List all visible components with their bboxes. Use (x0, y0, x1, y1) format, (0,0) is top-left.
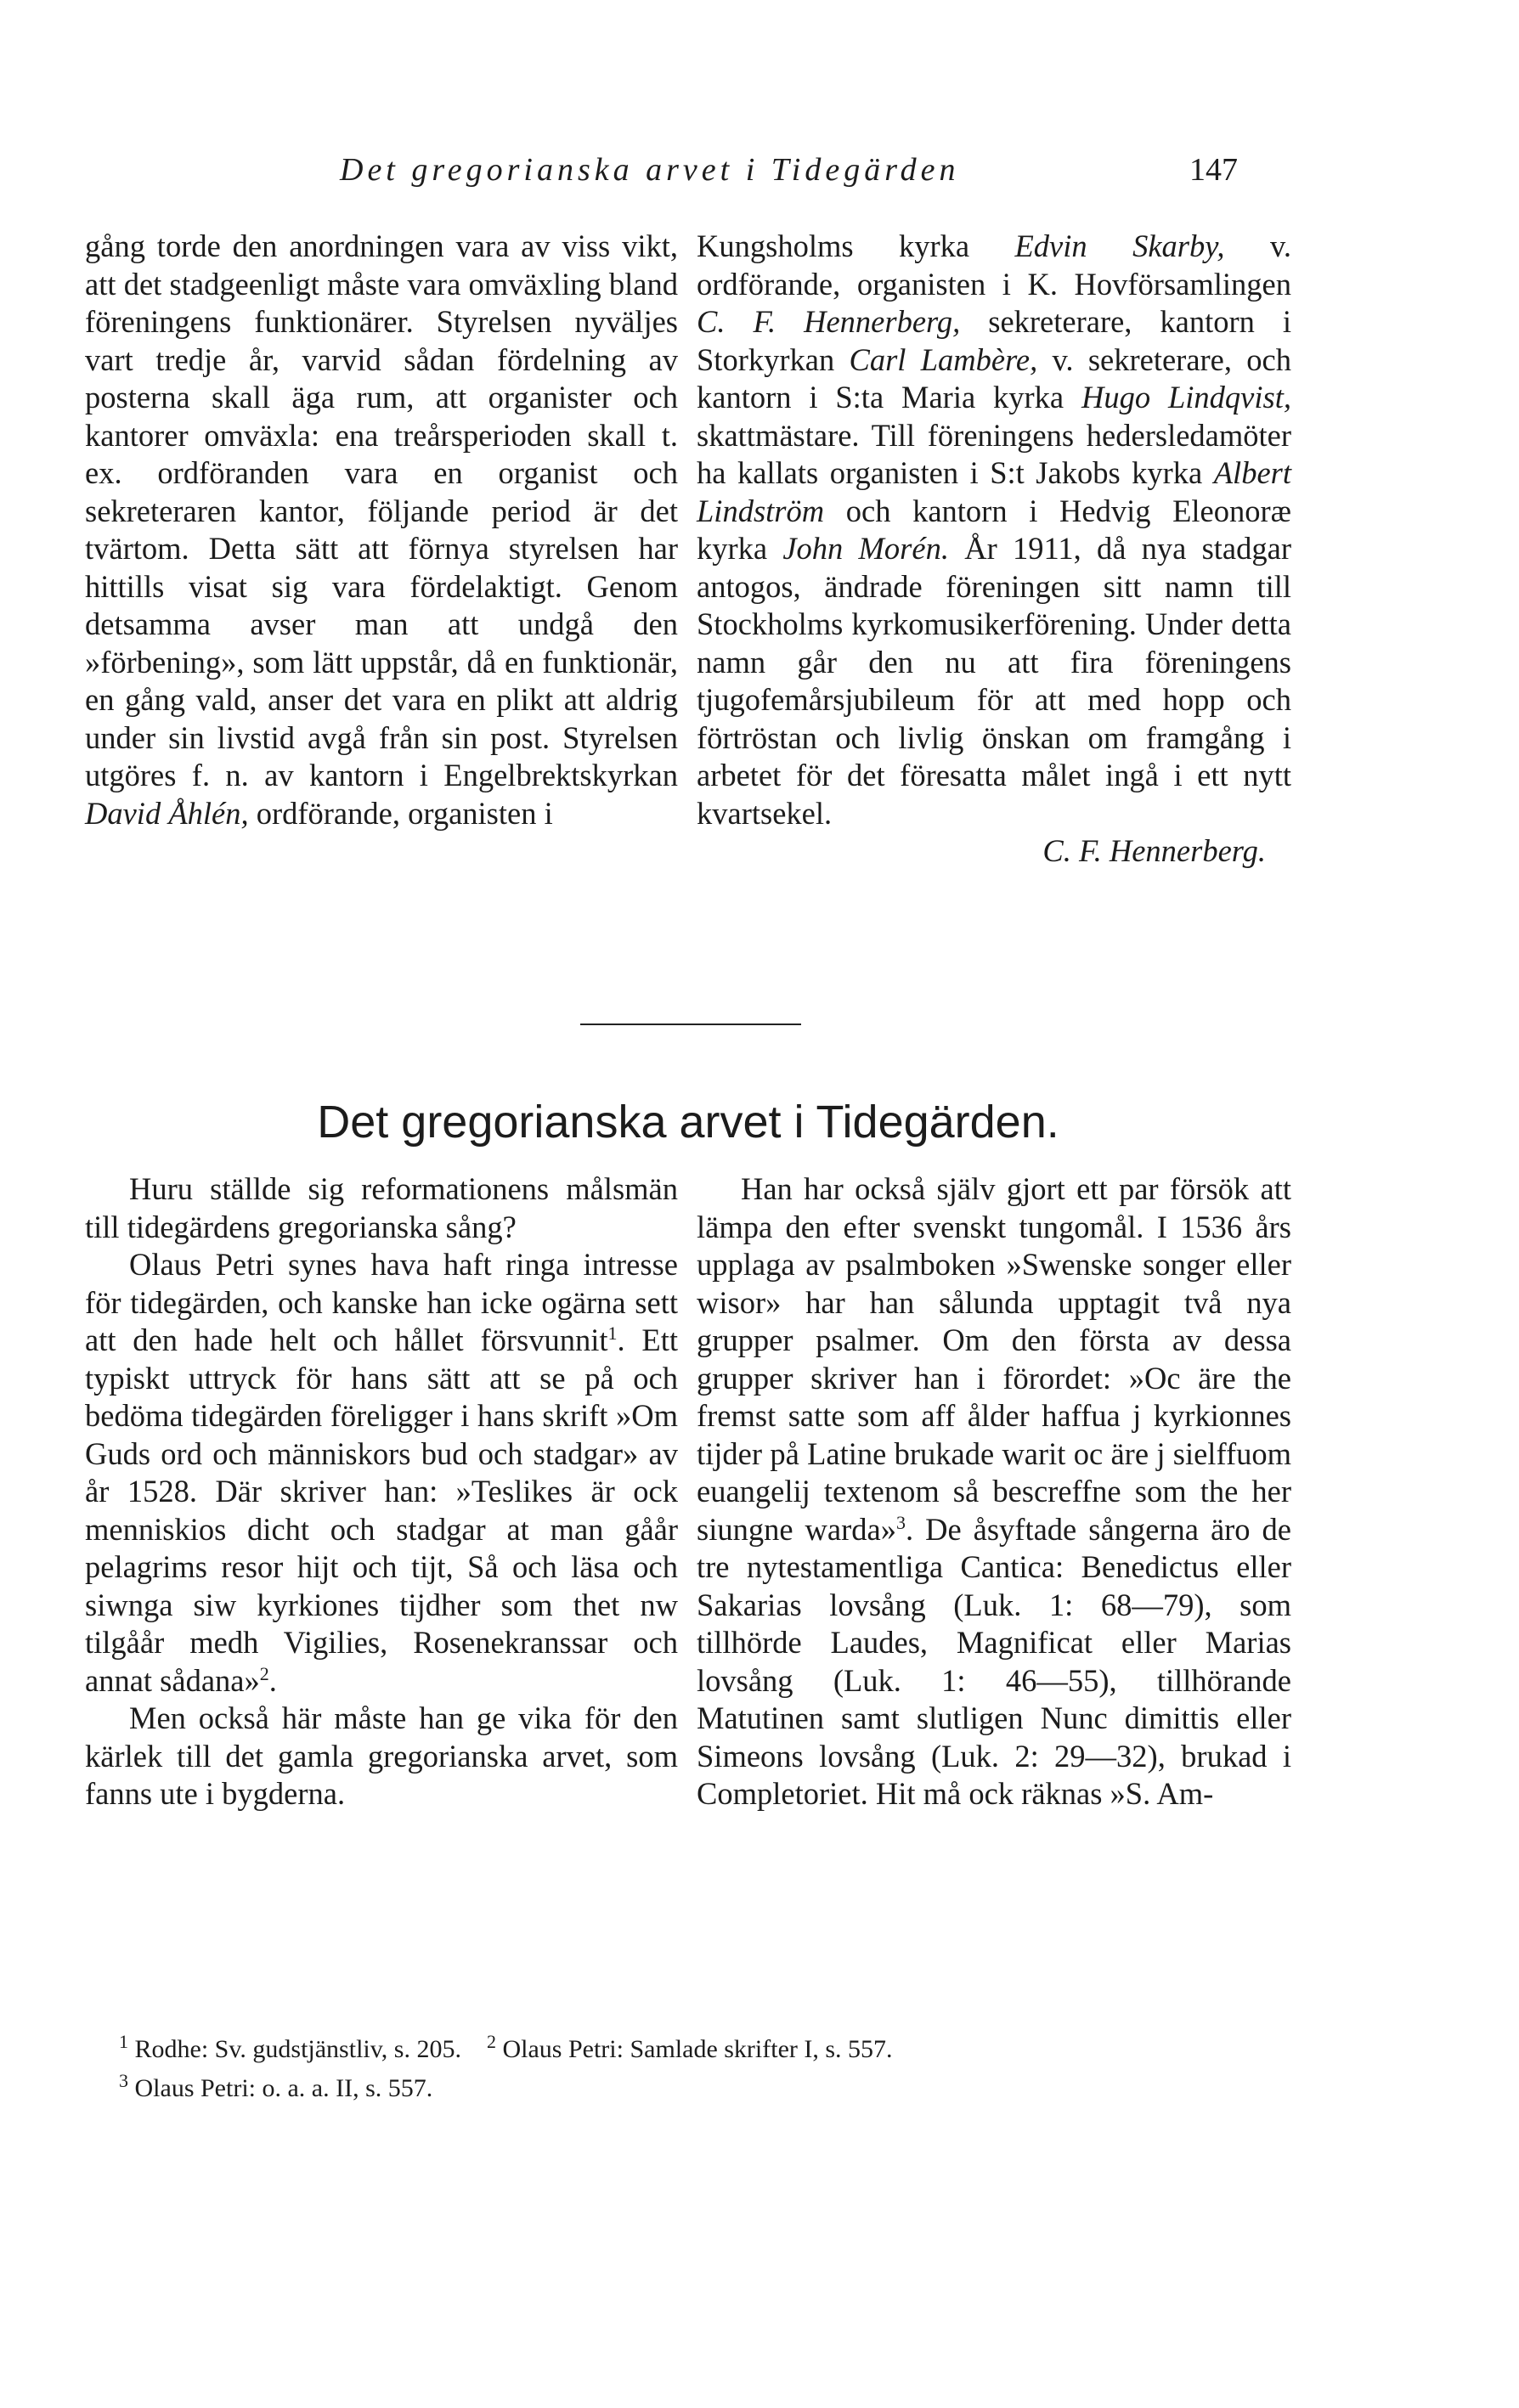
footnote-ref: 2 (259, 1662, 269, 1684)
text-run: och kantorn i Hedvig Eleonoræ kyrka (697, 493, 1291, 566)
footnotes (119, 2030, 1325, 2108)
text-run: År 1911, då nya stadgar antogos, ändrade föreningen sitt namn till Stockholms kyrkomusikerförening. Under detta namn går den nu att fira föreningens tjugofemårsjubileum för att med hopp och förtröstan och livlig önskan om framgång i arbetet för det föresatta målet ingå i ett nytt kvartsekel. (697, 531, 1291, 831)
continued-column-right (697, 228, 1291, 871)
person-name: David Åhlén, (85, 795, 249, 831)
footnote-line (119, 2069, 1325, 2108)
article-paragraph: Men också här måste han ge vika för den kärlek till det gamla gregorianska arvet, som fanns ute i bygderna. (85, 1700, 678, 1811)
running-header (0, 151, 1519, 202)
person-name: Albert Lindström (697, 455, 1291, 528)
continued-column-left (85, 228, 678, 832)
footnote-number: 1 (119, 2031, 128, 2052)
article-paragraph: Huru ställde sig reformationens målsmän till tidegärdens gregorianska sång? (85, 1171, 678, 1244)
footnote-number: 3 (119, 2070, 128, 2091)
footnote-text: Rodhe: Sv. gudstjänstliv, s. 205. (134, 2035, 461, 2063)
article-column-right (697, 1170, 1291, 1813)
article-paragraph (697, 1170, 1291, 1813)
footnote-text: Olaus Petri: o. a. a. II, s. 557. (134, 2074, 433, 2102)
article-paragraph (85, 1246, 678, 1700)
person-name: John Morén. (782, 531, 949, 566)
text-run: sekreterare, kantorn i Storkyrkan (697, 304, 1291, 377)
article-column-left (85, 1170, 678, 1813)
text-run: . (268, 1662, 277, 1698)
text-run: v. ordförande, organisten i K. Hovförsamlingen (697, 228, 1291, 302)
person-name: Carl Lambère, (849, 341, 1038, 377)
running-title: Det gregorianska arvet i Tidegärden (340, 152, 960, 188)
text-run: . Ett typiskt uttryck för hans sätt att se på och bedöma tidegärden föreligger i hans skrift »Om Guds ord och människors bud och stadgar» av år 1528. Där skriver han: »Teslikes är ock menniskios dicht och stadgar at man gåår pelagrims resor hijt och tijt, Så och läsa och siwnga siw kyrkiones tijdher som thet nw tilgåår medh Vigilies, Rosenekranssar och annat sådana» (85, 1322, 678, 1698)
footnote-ref: 3 (895, 1511, 906, 1533)
text-run: ordförande, organisten i (248, 795, 553, 831)
footnote-text: Olaus Petri: Samlade skrifter I, s. 557. (502, 2035, 893, 2063)
article-title: Det gregorianska arvet i Tidegärden. (317, 1097, 1059, 1148)
text-run: gång torde den anordningen vara av viss vikt, att det stadgeenligt måste vara omväxling bland föreningens funktionärer. Styrelsen nyväljes vart tredje år, varvid sådan fördelning av posterna skall äga rum, att organister och kantorer omväxla: ena treårsperioden skall t. ex. ordföranden vara en organist och sekreteraren kantor, följande period är det tvärtom. Detta sätt att förnya styrelsen har hittills visat sig vara fördelaktigt. Genom detsamma avser man att undgå den »förbening», som lätt uppstår, då en funktionär, en gång vald, anser det vara en plikt att aldrig under sin livstid avgå från sin post. Styrelsen utgöres f. n. av kantorn i Engelbrektskyrkan (85, 228, 678, 792)
person-name: Edvin Skarby, (1014, 228, 1225, 263)
text-run: Kungsholms kyrka (697, 228, 1015, 263)
person-name: C. F. Hennerberg, (697, 304, 961, 339)
text-run: skattmästare. Till föreningens hedersledamöter ha kallats organisten i S:t Jakobs kyrka (697, 417, 1291, 490)
text-run: v. sekreterare, och kantorn i S:ta Maria kyrka (697, 341, 1291, 414)
footnote-ref: 1 (607, 1322, 618, 1344)
continued-paragraph-right (697, 228, 1291, 871)
author-signature: C. F. Hennerberg. (1042, 833, 1266, 868)
text-run: Olaus Petri synes hava haft ringa intresse för tidegärden, och kanske han icke ogärna sett att den hade helt och hållet försvunnit (85, 1247, 678, 1357)
text-run: Han har också själv gjort ett par försök att lämpa den efter svenskt tungomål. I 1536 års upplaga av psalmboken »Swenske songer eller wisor» har han sålunda upptagit två nya grupper psalmer. Om den första av dessa grupper skriver han i förordet: »Oc äre the fremst satte som aff ålder haffua j kyrkionnes tijder på Latine brukade warit oc äre j sielffuom euangelij textenom så bescreffne som the her siungne warda» (697, 1171, 1291, 1547)
page-number: 147 (1189, 152, 1238, 188)
continued-paragraph-left (85, 228, 678, 832)
footnote-line (119, 2030, 1325, 2069)
person-name: Hugo Lindqvist, (1081, 380, 1291, 414)
text-run: . De åsyftade sångerna äro de tre nytestamentliga Cantica: Benedictus eller Sakarias lovsång (Luk. 1: 68—79), som tillhörde Laudes, Magnificat eller Marias lovsång (Luk. 1: 46—55), tillhörande Matutinen samt slutligen Nunc dimittis eller Simeons lovsång (Luk. 2: 29—32), brukad i Completoriet. Hit må ock räknas »S. Am- (697, 1511, 1291, 1811)
section-divider (580, 1024, 801, 1025)
footnote-number: 2 (486, 2031, 496, 2052)
